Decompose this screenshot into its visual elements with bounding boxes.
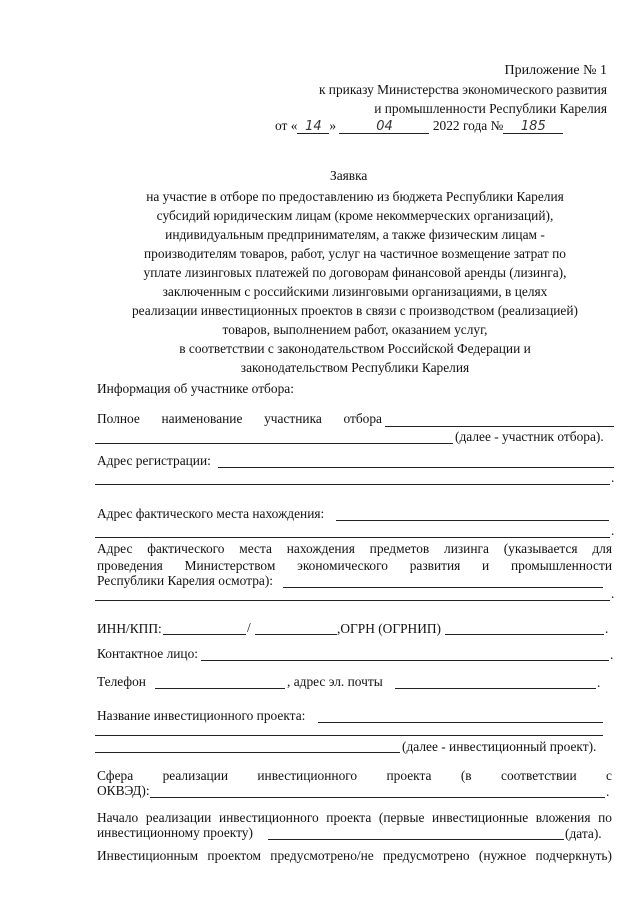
project-name-label: Название инвестиционного проекта: — [97, 708, 306, 723]
appendix-date-line — [275, 118, 563, 134]
full-name-suffix: (далее - участник отбора). — [455, 429, 604, 444]
date-mid: » — [329, 118, 337, 133]
leasing-address-label-line-2: проведения Министерством экономического развития и промышленности — [97, 558, 612, 573]
date-year: 2022 года № — [432, 118, 504, 133]
date-day: 14 — [297, 119, 329, 134]
provided-text: Инвестиционным проектом предусмотрено/не предусмотрено (нужное подчеркнуть) — [97, 848, 612, 863]
heading-line: уплате лизинговых платежей по договорам финансовой аренды (лизинга), — [143, 265, 567, 280]
full-name-field[interactable] — [385, 426, 614, 427]
project-suffix: (далее - инвестиционный проект). — [402, 739, 597, 754]
reg-address-field[interactable] — [218, 467, 614, 468]
actual-address-field[interactable] — [336, 520, 609, 521]
full-name-label: Полное наименование участника отбора — [97, 411, 382, 426]
heading-line: на участие в отборе по предоставлению из бюджета Республики Карелия — [146, 189, 564, 204]
phone-label: Телефон — [97, 674, 146, 689]
leasing-address-field[interactable] — [283, 587, 603, 588]
heading-line: реализации инвестиционных проектов в связи с производством (реализацией) — [131, 303, 578, 318]
order-number: 185 — [503, 119, 563, 134]
appendix-line-1: к приказу Министерства экономического развития — [318, 82, 607, 97]
heading-line: в соответствии с законодательством Российской Федерации и — [179, 341, 531, 356]
application-subject — [95, 187, 615, 377]
email-label: , адрес эл. почты — [287, 674, 383, 689]
inn-field[interactable] — [163, 634, 246, 635]
actual-address-field-continued[interactable] — [95, 537, 610, 538]
project-name-field-last[interactable] — [95, 752, 400, 753]
leasing-address-field-continued[interactable] — [95, 600, 610, 601]
reg-address-field-continued[interactable] — [95, 484, 610, 485]
leasing-address-label-line-3: Республики Карелия осмотра): — [97, 573, 274, 588]
start-label-line-2: инвестиционному проекту) — [97, 825, 253, 840]
okved-label-line-1: Сфера реализации инвестиционного проекта (в соответствии с — [97, 768, 612, 783]
phone-field[interactable] — [155, 688, 285, 689]
actual-address-label: Адрес фактического места нахождения: — [97, 506, 325, 521]
appendix-line-2: и промышленности Республики Карелия — [374, 101, 607, 116]
kpp-field[interactable] — [255, 634, 337, 635]
okved-label-line-2: ОКВЭД): — [97, 783, 150, 798]
date-month: 04 — [339, 119, 429, 134]
heading-line: субсидий юридическим лицам (кроме некоммерческих организаций), — [156, 208, 554, 223]
heading-line: индивидуальным предпринимателям, а также физическим лицам - — [165, 227, 545, 242]
appendix-title: Приложение № 1 — [504, 63, 607, 78]
section-participant-info: Информация об участнике отбора: — [97, 381, 294, 396]
heading-line: законодательством Республики Карелия — [240, 360, 470, 375]
full-name-field-continued[interactable] — [95, 443, 453, 444]
leasing-address-label-line-1: Адрес фактического места нахождения предметов лизинга (указывается для — [97, 541, 612, 556]
application-title: Заявка — [330, 168, 368, 183]
start-label-line-1: Начало реализации инвестиционного проекта (первые инвестиционные вложения по — [97, 810, 612, 825]
project-name-field[interactable] — [318, 722, 603, 723]
project-name-field-continued[interactable] — [95, 735, 603, 736]
reg-address-label: Адрес регистрации: — [97, 453, 211, 468]
inn-kpp-separator: / — [247, 620, 251, 635]
start-suffix: (дата). — [565, 826, 602, 841]
contact-label: Контактное лицо: — [97, 646, 199, 661]
inn-label: ИНН/КПП: — [97, 621, 162, 636]
email-field[interactable] — [395, 688, 596, 689]
heading-line: заключенным с российскими лизинговыми организациями, в целях — [162, 284, 548, 299]
start-date-field[interactable] — [268, 839, 564, 840]
okved-field[interactable] — [150, 797, 605, 798]
contact-field[interactable] — [201, 660, 609, 661]
date-prefix: от « — [275, 118, 298, 133]
ogrn-field[interactable] — [445, 634, 604, 635]
ogrn-label: ,ОГРН (ОГРНИП) — [337, 621, 442, 636]
heading-line: производителям товаров, работ, услуг на частичное возмещение затрат по — [144, 246, 566, 261]
heading-line: товаров, выполнением работ, оказанием услуг, — [222, 322, 488, 337]
